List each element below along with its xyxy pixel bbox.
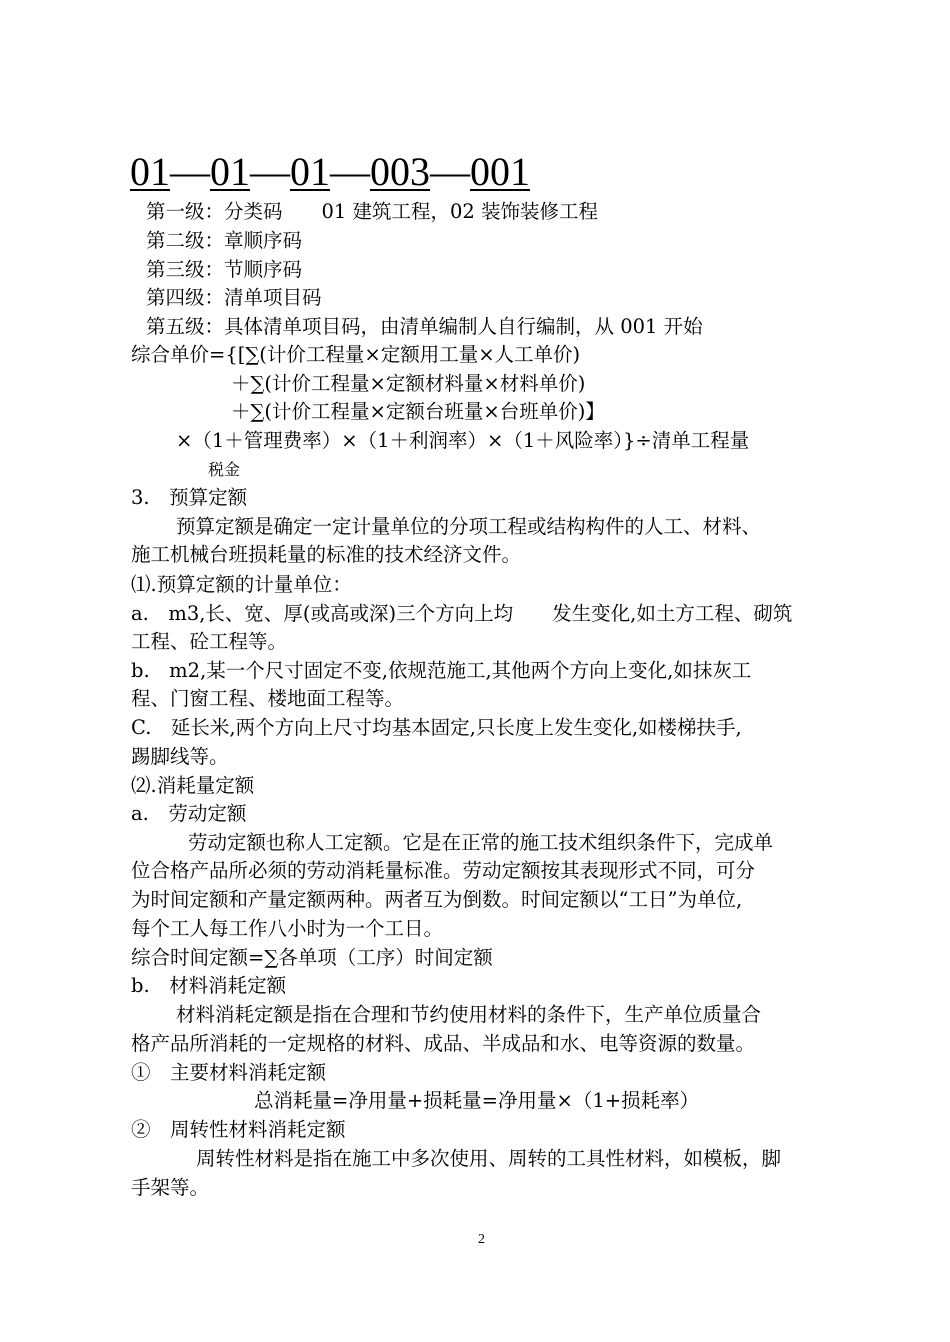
list-item-line: b. m2,某一个尺寸固定不变,依规范施工,其他两个方向上变化,如抹灰工 (131, 659, 752, 682)
formula-line-2: ＋∑(计价工程量×定额材料量×材料单价) (231, 372, 586, 395)
paragraph-line: 劳动定额也称人工定额。它是在正常的施工技术组织条件下，完成单 (188, 831, 774, 854)
subheading: a. 劳动定额 (131, 802, 247, 825)
formula-line: 总消耗量=净用量+损耗量=净用量×（1+损耗率） (254, 1089, 700, 1112)
subheading: ② 周转性材料消耗定额 (131, 1118, 346, 1141)
formula-line-3: ＋∑(计价工程量×定额台班量×台班单价)】 (231, 400, 605, 423)
code-separator: — (330, 149, 370, 194)
code-separator: — (430, 149, 470, 194)
subheading: ① 主要材料消耗定额 (131, 1061, 327, 1084)
paragraph-line: 手架等。 (131, 1176, 210, 1199)
list-item-line: C. 延长米,两个方向上尺寸均基本固定,只长度上发生变化,如楼梯扶手, (131, 716, 742, 739)
paragraph-line: 材料消耗定额是指在合理和节约使用材料的条件下，生产单位质量合 (176, 1003, 762, 1026)
level-1-line: 第一级：分类码 01 建筑工程，02 装饰装修工程 (146, 200, 599, 223)
code-segment-5: 001 (470, 149, 530, 194)
code-segment-4: 003 (370, 149, 430, 194)
code-separator: — (250, 149, 290, 194)
subheading: b. 材料消耗定额 (131, 974, 287, 997)
section-heading: 3. 预算定额 (131, 486, 248, 509)
paragraph-line: 每个工人每工作八小时为一个工日。 (131, 917, 444, 940)
code-structure-heading (130, 150, 530, 194)
code-separator: — (170, 149, 210, 194)
code-segment-1: 01 (130, 149, 170, 194)
code-segment-2: 01 (210, 149, 250, 194)
subheading: ⑴.预算定额的计量单位： (131, 573, 352, 596)
paragraph-line: 位合格产品所必须的劳动消耗量标准。劳动定额按其表现形式不同，可分 (131, 859, 756, 882)
formula-line-4: ×（1＋管理费率）×（1＋利润率）×（1＋风险率）}÷清单工程量 (176, 429, 750, 452)
level-2-line: 第二级：章顺序码 (146, 229, 303, 252)
level-4-line: 第四级：清单项目码 (146, 286, 322, 309)
list-item-line: 工程、砼工程等。 (131, 630, 288, 653)
paragraph-line: 周转性材料是指在施工中多次使用、周转的工具性材料，如模板，脚 (196, 1147, 782, 1170)
list-item-line: 踢脚线等。 (131, 745, 229, 768)
page-number: 2 (478, 1232, 485, 1247)
list-item-line: 程、门窗工程、楼地面工程等。 (131, 687, 405, 710)
paragraph-line: 为时间定额和产量定额两种。两者互为倒数。时间定额以“工日”为单位, (131, 888, 743, 911)
paragraph-line: 格产品所消耗的一定规格的材料、成品、半成品和水、电等资源的数量。 (131, 1032, 756, 1055)
level-3-line: 第三级：节顺序码 (146, 258, 303, 281)
level-5-line: 第五级：具体清单项目码，由清单编制人自行编制，从 001 开始 (146, 315, 703, 338)
formula-line-5: 税金 (208, 460, 241, 479)
formula-line-1: 综合单价={[∑(计价工程量×定额用工量×人工单价) (131, 343, 581, 366)
code-segment-3: 01 (290, 149, 330, 194)
paragraph-line: 预算定额是确定一定计量单位的分项工程或结构构件的人工、材料、 (176, 515, 762, 538)
paragraph-line: 施工机械台班损耗量的标准的技术经济文件。 (131, 543, 522, 566)
list-item-line: a. m3,长、宽、厚(或高或深)三个方向上均 发生变化,如土方工程、砌筑 (131, 602, 793, 625)
formula-line: 综合时间定额=∑各单项（工序）时间定额 (131, 946, 493, 969)
subheading: ⑵.消耗量定额 (131, 774, 255, 797)
